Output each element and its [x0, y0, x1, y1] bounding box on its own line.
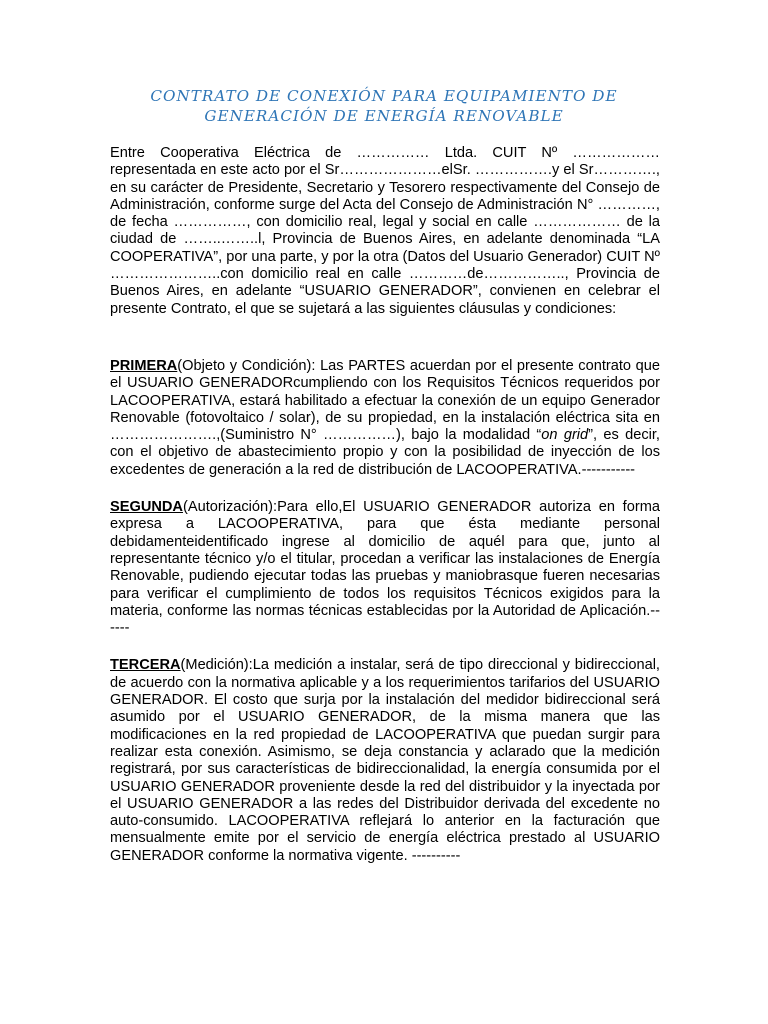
- clause-heading: PRIMERA: [110, 357, 178, 374]
- clause-text: ”, es decir, con el objetivo de abastecimiento propio y con la posibilidad de inyección de los excedentes de generación a la red de distribución de LACOOPERATIVA.-----------: [110, 427, 660, 478]
- clause-subheading: (Medición):: [180, 657, 253, 674]
- title-line-1: CONTRATO DE CONEXIÓN PARA EQUIPAMIENTO DE: [150, 87, 618, 105]
- title-line-2: GENERACIÓN DE ENERGÍA RENOVABLE: [204, 107, 564, 125]
- intro-paragraph: Entre Cooperativa Eléctrica de …………… Ltda. CUIT Nº ……………… representada en este acto por el Sr…………………elSr. …………….y el Sr…………., en su carácter de Presidente, Secretario y Tesorero respectivamente del Consejo de Administración, conforme surge del Acta del Consejo de Administración N° …………, de fecha ……………, con domicilio real, legal y social en calle ……………… de la ciudad de ……..……..l, Provincia de Buenos Aires, en adelante denominada “LA COOPERATIVA”, por una parte, y por la otra (Datos del Usuario Generador) CUIT Nº …………………..con domicilio real en calle …………de…………….., Provincia de Buenos Aires, en adelante “USUARIO GENERADOR”, convienen en celebrar el presente Contrato, el que se sujetará a las siguientes cláusulas y condiciones:: [110, 145, 660, 317]
- clause-primera: [110, 358, 660, 479]
- clause-tercera: [110, 657, 660, 865]
- clause-heading: SEGUNDA: [110, 499, 183, 516]
- clause-subheading: (Objeto y Condición):: [177, 357, 316, 374]
- clause-text: Las PARTES acuerdan por el presente contrato que el USUARIO GENERADORcumpliendo con los Requisitos Técnicos requeridos por LACOOPERATIVA, estará habilitado a efectuar la conexión de un equipo Generador Renovable (fotovoltaico / solar), de su propiedad, en la instalación eléctrica sita en ………………….,(Suministro N° ……………), bajo la modalidad “: [110, 357, 660, 444]
- clause-text: Para ello,El USUARIO GENERADOR autoriza en forma expresa a LACOOPERATIVA, para que ésta mediante personal debidamenteidentificado ingrese al domicilio de aquél para que, junto al representante técnico y/o el titular, procedan a verificar las instalaciones de Energía Renovable, pudiendo ejecutar todas las pruebas y maniobrasque fueren necesarias para verificar el cumplimiento de todos los requisitos Técnicos exigidos para la materia, conforme las normas técnicas establecidas por la Autoridad de Aplicación.------: [110, 499, 660, 637]
- document-title: [100, 86, 668, 126]
- clause-segunda: [110, 499, 660, 637]
- clause-text: La medición a instalar, será de tipo direccional y bidireccional, de acuerdo con la normativa aplicable y a los requerimientos tarifarios del USUARIO GENERADOR. El costo que surja por la instalación del medidor bidireccional será asumido por el USUARIO GENERADOR, de la misma manera que las modificaciones en la red propiedad de LACOOPERATIVA que puedan surgir para realizar esta conexión. Asimismo, se deja constancia y aclarado que la medición registrará, por sus características de bidireccionalidad, la energía consumida por el USUARIO GENERADOR proveniente desde la red del distribuidor y la inyectada por el USUARIO GENERADOR a las redes del Distribuidor derivada del excedente no auto-consumido. LACOOPERATIVA reflejará lo anterior en la facturación que mensualmente emite por el servicio de energía eléctrica prestado al USUARIO GENERADOR conforme la normativa vigente. ----------: [110, 657, 660, 864]
- emphasized-term: on grid: [541, 427, 589, 444]
- document-body: [110, 145, 660, 865]
- clause-subheading: (Autorización):: [182, 499, 278, 516]
- clause-heading: TERCERA: [110, 657, 181, 674]
